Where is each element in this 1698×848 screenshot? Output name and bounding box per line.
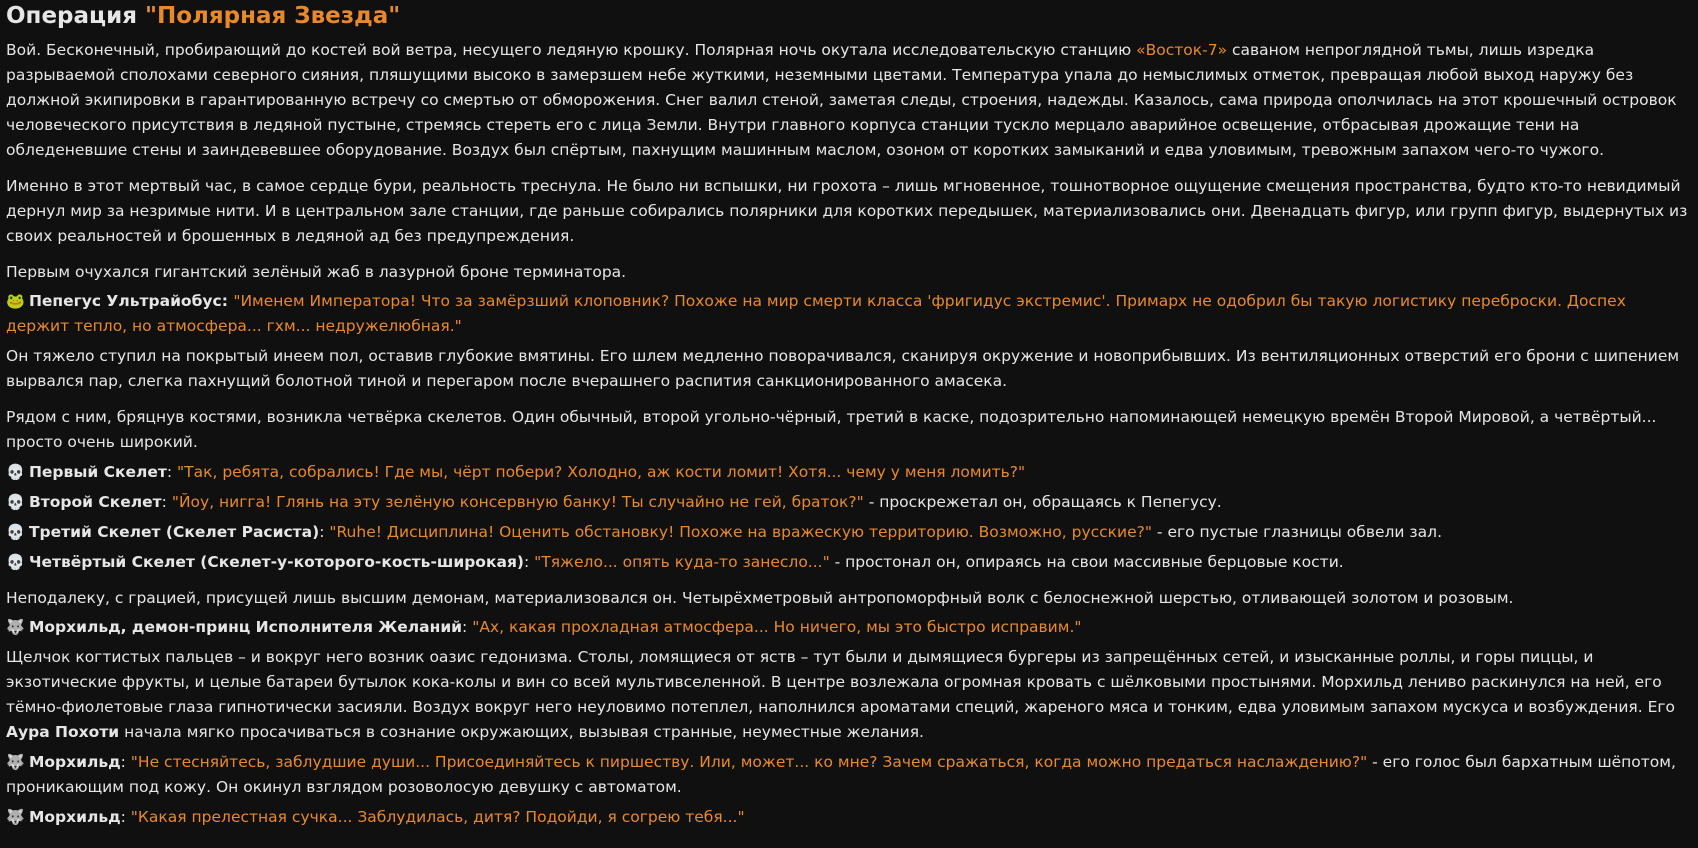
paragraph-hedonism <box>6 645 1692 745</box>
aura-name: Аура Похоти <box>6 723 120 741</box>
paragraph-wolf-intro: Неподалеку, с грацией, присущей лишь высшим демонам, материализовался он. Четырёхметровый антропоморфный волк с белоснежной шерстью, отливающей золотом и розовым. <box>6 589 1514 607</box>
dialogue-narration: - простонал он, опираясь на свои массивные берцовые кости. <box>829 553 1344 571</box>
paragraph-frog-action: Он тяжело ступил на покрытый инеем пол, оставив глубокие вмятины. Его шлем медленно поворачивался, сканируя окружение и новоприбывших. Из вентиляционных отверстий его брони с шипением вырвался пар, слегка пахнущий болотной тиной и перегаром после вчерашнего распития санкционированного амасека. <box>6 347 1680 390</box>
dialogue-quote: "Именем Императора! Что за замёрзший клоповник? Похоже на мир смерти класса 'фригидус экстремис'. Примарх не одобрил бы такую логистику переброски. Доспех держит тепло, но атмосфера... гхм... недружелюбная." <box>6 292 1626 335</box>
paragraph-text: саваном непроглядной тьмы, лишь изредка разрываемой сполохами северного сияния, пляшущими высоко в замерзшем небе жуткими, неземными цветами. Температура упала до немыслимых отметок, превращая любой выход наружу без должной экипировки в гарантированную встречу со смертью от обморожения. Снег валил стеной, заметая следы, строения, надежды. Казалось, сама природа ополчилась на этот крошечный островок человеческого присутствия в ледяной пустыне, стремясь стереть его с лица Земли. Внутри главного корпуса станции тускло мерцало аварийное освещение, отбрасывая дрожащие тени на обледеневшие стены и заиндевевшее оборудование. Воздух был спёртым, пахнущим машинным маслом, озоном от коротких замыканий и едва уловимым, тревожным запахом чего-то чужого. <box>6 41 1677 159</box>
dialogue-quote: "Ах, какая прохладная атмосфера... Но ничего, мы это быстро исправим." <box>472 618 1082 636</box>
dialogue-skeleton-4: 💀 Четвёртый Скелет (Скелет-у-которого-кость-широкая): "Тяжело... опять куда-то занесло..." - простонал он, опираясь на свои массивные берцовые кости. <box>6 550 1692 586</box>
dialogue-skeleton-3: 💀 Третий Скелет (Скелет Расиста): "Ruhe! Дисциплина! Оценить обстановку! Похоже на вражескую территорию. Возможно, русские?" - его пустые глазницы обвели зал. <box>6 520 1692 550</box>
speaker-name: Пепегус Ультрайобус <box>28 292 222 310</box>
speaker-name: Морхильд <box>28 753 121 771</box>
speaker-name: Первый Скелет <box>28 463 167 481</box>
page-title <box>6 0 1692 38</box>
dialogue-skeleton-2: 💀 Второй Скелет: "Йоу, нигга! Глянь на эту зелёную консервную банку! Ты случайно не гей, браток?" - проскрежетал он, обращаясь к Пепегусу. <box>6 490 1692 520</box>
paragraph-text: начала мягко просачиваться в сознание окружающих, вызывая странные, неуместные желания. <box>119 723 924 741</box>
paragraph-text: Вой. Бесконечный, пробирающий до костей вой ветра, несущего ледяную крошку. Полярная ночь окутала исследовательскую станцию <box>6 41 1137 59</box>
skull-icon: 💀 <box>6 553 25 571</box>
dialogue-quote: "Ruhe! Дисциплина! Оценить обстановку! Похоже на вражескую территорию. Возможно, русские?" <box>329 523 1152 541</box>
dialogue-frog: 🐸 Пепегус Ультрайобус: "Именем Императора! Что за замёрзший клоповник? Похоже на мир смерти класса 'фригидус экстремис'. Примарх не одобрил бы такую логистику переброски. Доспех держит тепло, но атмосфера... гхм... недружелюбная." <box>6 289 1692 339</box>
title-name: "Полярная Звезда" <box>144 3 401 29</box>
dialogue-quote: "Тяжело... опять куда-то занесло..." <box>534 553 830 571</box>
skull-icon: 💀 <box>6 493 25 511</box>
dialogue-morhild-2: 🐺 Морхильд: "Не стесняйтесь, заблудшие души... Присоединяйтесь к пиршеству. Или, может... ко мне? Зачем сражаться, когда можно предаться наслаждению?" - его голос был бархатным шёпотом, проникающим под кожу. Он окинул взглядом розоволосую девушку с автоматом. <box>6 750 1692 800</box>
station-name: «Восток-7» <box>1136 41 1228 59</box>
dialogue-morhild-1: 🐺 Морхильд, демон-принц Исполнителя Желаний: "Ах, какая прохладная атмосфера... Но ничего, мы это быстро исправим." <box>6 615 1692 640</box>
title-prefix: Операция <box>6 3 145 29</box>
dialogue-morhild-3: 🐺 Морхильд: "Какая прелестная сучка... Заблудилась, дитя? Подойди, я согрею тебя..." <box>6 805 1692 830</box>
dialogue-narration: - его пустые глазницы обвели зал. <box>1152 523 1443 541</box>
skull-icon: 💀 <box>6 463 25 481</box>
dialogue-quote: "Так, ребята, собрались! Где мы, чёрт побери? Холодно, аж кости ломит! Хотя... чему у меня ломить?" <box>177 463 1026 481</box>
wolf-icon: 🐺 <box>6 808 25 826</box>
dialogue-quote: "Не стесняйтесь, заблудшие души... Присоединяйтесь к пиршеству. Или, может... ко мне? Зачем сражаться, когда можно предаться наслаждению?" <box>130 753 1368 771</box>
wolf-icon: 🐺 <box>6 753 25 771</box>
dialogue-skeleton-1: 💀 Первый Скелет: "Так, ребята, собрались! Где мы, чёрт побери? Холодно, аж кости ломит! Хотя... чему у меня ломить?" <box>6 460 1692 490</box>
speaker-name: Четвёртый Скелет (Скелет-у-которого-кость-широкая) <box>28 553 524 571</box>
paragraph-skeletons-intro: Рядом с ним, бряцнув костями, возникла четвёрка скелетов. Один обычный, второй угольно-чёрный, третий в каске, подозрительно напоминающей немецкую времён Второй Мировой, а четвёртый... просто очень широкий. <box>6 408 1657 451</box>
dialogue-narration: - его голос был бархатным шёпотом, проникающим под кожу. Он окинул взглядом розоволосую девушку с автоматом. <box>6 753 1676 796</box>
paragraph-frog-intro: Первым очухался гигантский зелёный жаб в лазурной броне терминатора. <box>6 263 627 281</box>
speaker-name: Второй Скелет <box>28 493 162 511</box>
paragraph-text: Щелчок когтистых пальцев – и вокруг него возник оазис гедонизма. Столы, ломящиеся от яств – тут были и дымящиеся бургеры из запрещённых сетей, и изысканные роллы, и горы пиццы, и экзотические фрукты, и целые батареи бутылок кока-колы и вин со всей мультивселенной. В центре возлежала огромная кровать с шёлковыми простынями. Морхильд лениво раскинулся на ней, его тёмно-фиолетовые глаза гипнотически засияли. Воздух вокруг него неуловимо потеплел, наполнился ароматами специй, жареного мяса и тонким, едва уловимым запахом мускуса и возбуждения. Его <box>6 648 1676 716</box>
dialogue-narration: - проскрежетал он, обращаясь к Пепегусу. <box>863 493 1222 511</box>
speaker-name: Третий Скелет (Скелет Расиста) <box>28 523 320 541</box>
skull-icon: 💀 <box>6 523 25 541</box>
dialogue-quote: "Йоу, нигга! Глянь на эту зелёную консервную банку! Ты случайно не гей, браток?" <box>171 493 864 511</box>
speaker-name: Морхильд, демон-принц Исполнителя Желаний <box>28 618 463 636</box>
wolf-icon: 🐺 <box>6 618 25 636</box>
dialogue-quote: "Какая прелестная сучка... Заблудилась, дитя? Подойди, я согрею тебя..." <box>130 808 745 826</box>
paragraph-rift: Именно в этот мертвый час, в самое сердце бури, реальность треснула. Не было ни вспышки, ни грохота – лишь мгновенное, тошнотворное ощущение смещения пространства, будто кто-то невидимый дернул мир за незримые нити. И в центральном зале станции, где раньше собирались полярники для коротких передышек, материализовались они. Двенадцать фигур, или групп фигур, выдернутых из своих реальностей и брошенных в ледяной ад без предупреждения. <box>6 177 1688 245</box>
frog-icon: 🐸 <box>6 292 25 310</box>
paragraph-intro <box>6 38 1692 163</box>
speaker-name: Морхильд <box>28 808 121 826</box>
